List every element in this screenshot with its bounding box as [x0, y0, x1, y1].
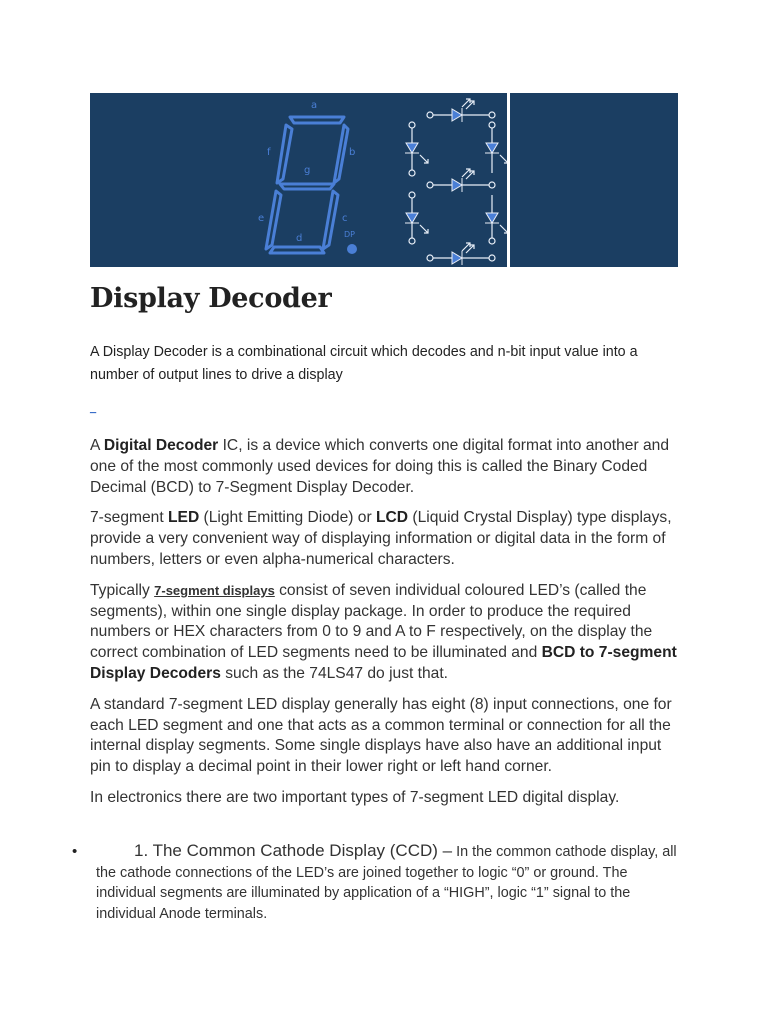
- label-dp: DP: [344, 230, 355, 239]
- bold-digital-decoder: Digital Decoder: [103, 437, 219, 454]
- label-b: b: [349, 147, 356, 158]
- segment-e: [266, 191, 281, 249]
- led-schematic: [409, 99, 508, 261]
- label-a: a: [311, 100, 318, 111]
- label-c: c: [342, 213, 348, 224]
- small-anchor-link[interactable]: _: [90, 402, 97, 414]
- list-item-heading: 1. The Common Cathode Display (CCD) –: [134, 841, 453, 860]
- paragraph-digital-decoder: A Digital Decoder IC, is a device which converts one digital format into another and one of the most commonly used devices for doing this is called the Binary Coded Decimal (BCD) to 7-Segment Display Decoder.: [90, 437, 669, 496]
- segment-f: [277, 125, 292, 183]
- list-item-text: In the common cathode display, all the cathode connections of the LED’s are joined together to logic “0” or ground. The individual segments are illuminated by application of a “HIGH”, logic “1” signal to the individual Anode terminals.: [96, 844, 677, 922]
- bold-lcd: LCD: [376, 509, 409, 527]
- led-diodes: [405, 108, 499, 265]
- seven-segment-banner-image: [90, 93, 678, 267]
- list-item-common-cathode: [72, 841, 682, 924]
- intro-description: A Display Decoder is a combinational circuit which decodes and n-bit input value into a number of output lines to drive a display: [90, 344, 638, 383]
- paragraph-types: In electronics there are two important types of 7-segment LED digital display.: [90, 788, 620, 806]
- label-d: d: [296, 233, 303, 244]
- segment-c: [323, 191, 338, 249]
- segment-g: [280, 184, 334, 189]
- bullet-icon: •: [72, 843, 78, 860]
- label-e: e: [258, 213, 265, 224]
- page-title: Display Decoder: [90, 283, 332, 314]
- segment-a: [290, 117, 344, 123]
- decimal-point: [347, 244, 357, 254]
- banner-divider: [507, 93, 510, 267]
- label-f: f: [267, 147, 271, 158]
- article-body: [90, 436, 684, 819]
- seven-segment-displays-link[interactable]: 7-segment displays: [154, 582, 275, 598]
- label-g: g: [304, 165, 311, 176]
- paragraph-connections: A standard 7-segment LED display generally has eight (8) input connections, one for each LED segment and one that acts as a common terminal or connection for all the internal display segments. Some single displays have also have an additional input pin to display a decimal point in their lower right or left hand corner.: [90, 695, 672, 776]
- bold-led: LED: [168, 509, 200, 527]
- seven-segment-digit: [266, 117, 348, 253]
- paragraph-led-lcd: 7-segment LED (Light Emitting Diode) or LCD (Liquid Crystal Display) type displays, provide a very convenient way of displaying information or digital data in the form of numbers, letters or even alpha-numerical characters.: [90, 509, 672, 568]
- bold-bcd-decoders: BCD to 7-segment Display Decoders: [90, 644, 677, 682]
- segment-d: [270, 247, 324, 253]
- paragraph-segments: Typically 7-segment displays consist of seven individual coloured LED’s (called the segments), within one single display package. In order to produce the required numbers or HEX characters from 0 to 9 and A to F respectively, on the display the correct combination of LED segments need to be illuminated and BCD to 7-segment Display Decoders such as the 74LS47 do just that.: [90, 581, 677, 682]
- segment-b: [334, 125, 348, 183]
